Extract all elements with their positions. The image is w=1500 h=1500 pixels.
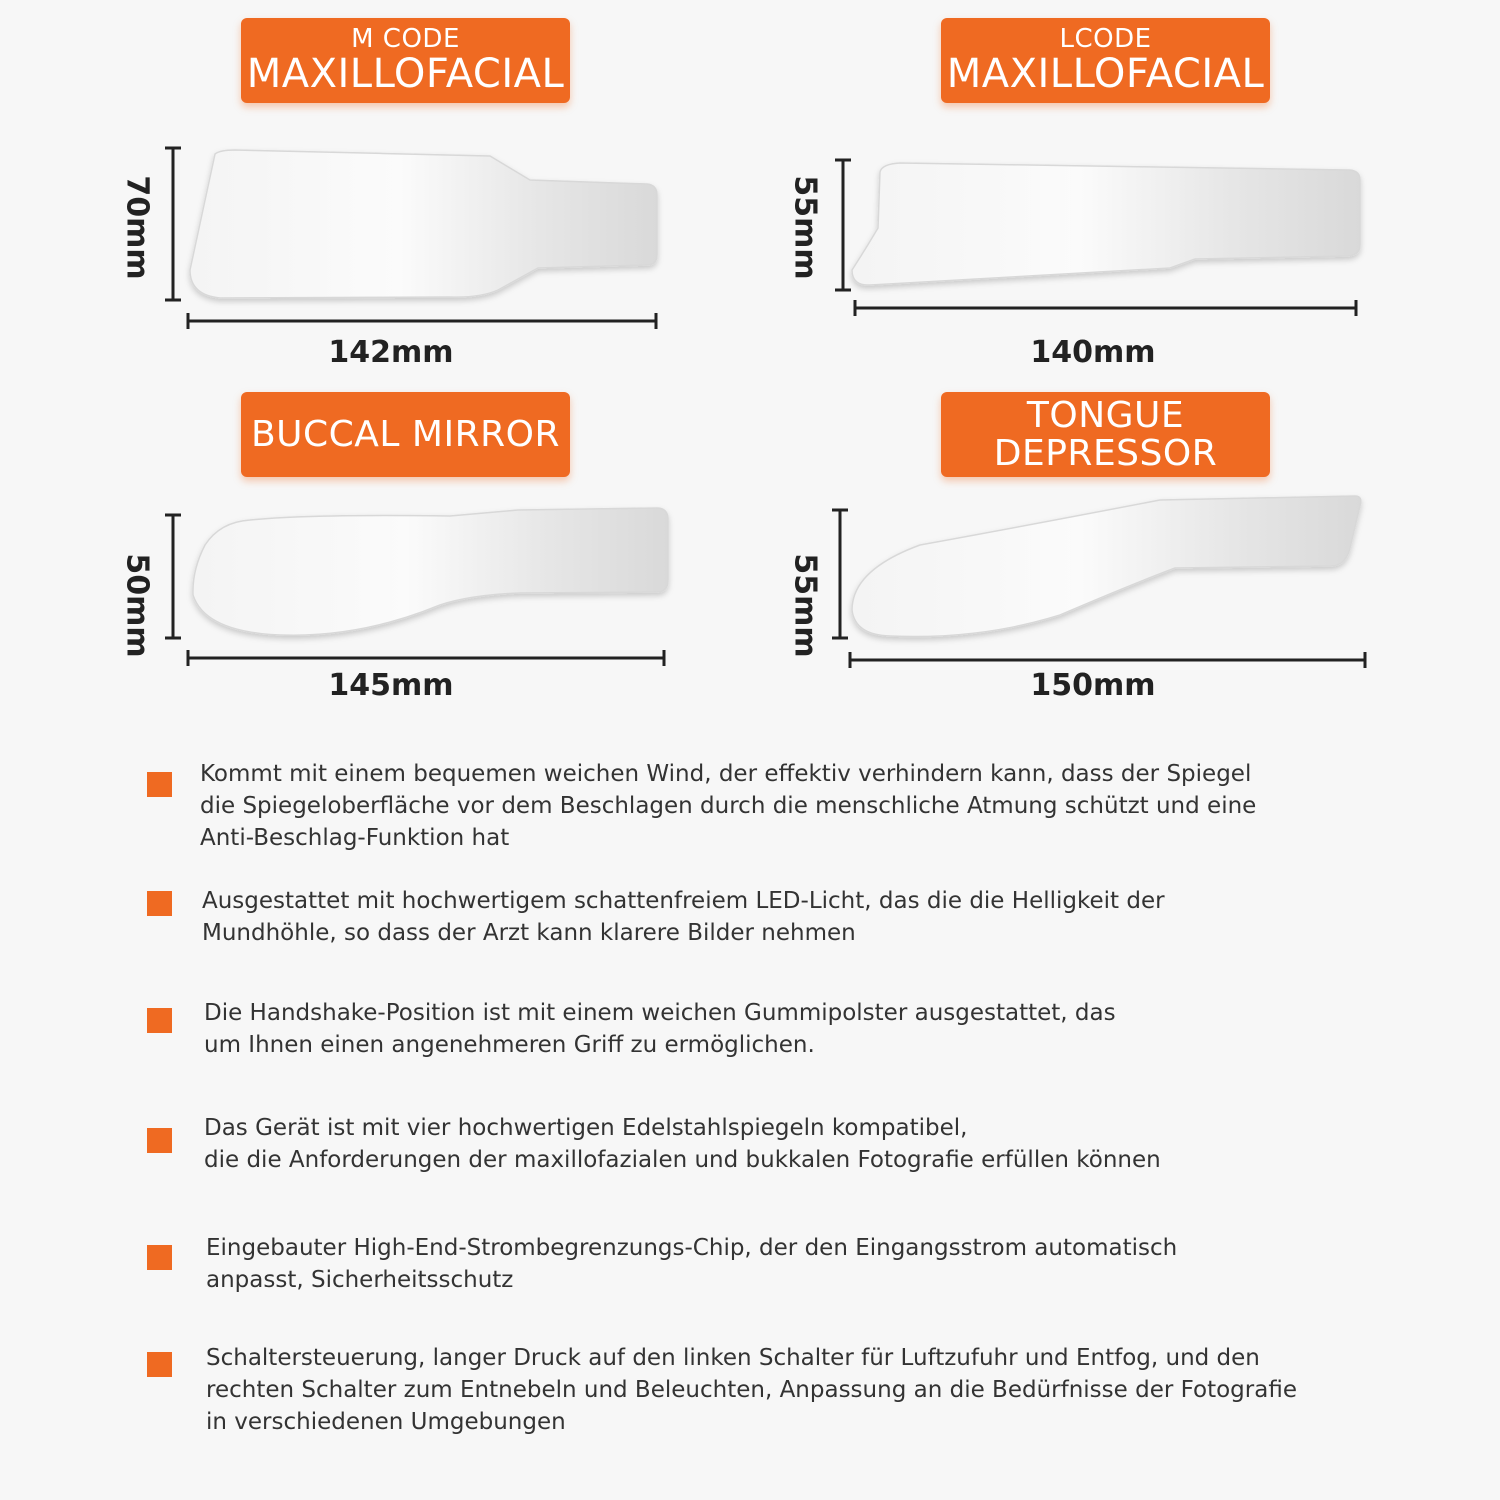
feature-item: Das Gerät ist mit vier hochwertigen Edelstahlspiegeln kompatibel, die die Anforderungen der maxillofazialen und bukkalen Fotografie erfüllen können bbox=[204, 1115, 1161, 1173]
width-label: 150mm bbox=[1030, 668, 1156, 703]
badge-code-label: LCODE bbox=[1059, 23, 1152, 54]
badge-type-label: MAXILLOFACIAL bbox=[246, 51, 565, 98]
feature-item: Ausgestattet mit hochwertigem schattenfreiem LED-Licht, das die die Helligkeit der Mundhöhle, so dass der Arzt kann klarere Bilder nehmen bbox=[202, 888, 1165, 946]
bullet-square bbox=[147, 1128, 172, 1153]
bullet-square bbox=[147, 1008, 172, 1033]
width-label: 142mm bbox=[328, 335, 454, 370]
product-badge-tongue-depressor bbox=[941, 392, 1270, 477]
mirror-tongue-depressor-image bbox=[830, 490, 1370, 680]
badge-code-label: M CODE bbox=[351, 23, 460, 54]
bullet-square bbox=[147, 1352, 172, 1377]
height-label: 55mm bbox=[787, 553, 823, 658]
product-badge-l-code bbox=[941, 18, 1270, 103]
height-label: 55mm bbox=[787, 175, 823, 280]
feature-item: Kommt mit einem bequemen weichen Wind, der effektiv verhindern kann, dass der Spiegel die Spiegeloberfläche vor dem Beschlagen durch die menschliche Atmung schützt und eine Anti-Beschlag-Funktion hat bbox=[200, 761, 1257, 851]
height-label: 50mm bbox=[119, 553, 155, 658]
width-label: 145mm bbox=[328, 668, 454, 703]
mirror-buccal-image bbox=[160, 500, 680, 675]
badge-type-label: MAXILLOFACIAL bbox=[946, 51, 1265, 98]
product-badge-buccal-mirror bbox=[241, 392, 570, 477]
feature-item: Eingebauter High-End-Strombegrenzungs-Chip, der den Eingangsstrom automatisch anpasst, Sicherheitsschutz bbox=[206, 1235, 1178, 1293]
badge-type-label-line1: TONGUE bbox=[1026, 394, 1185, 436]
height-label: 70mm bbox=[119, 175, 155, 280]
feature-item: Die Handshake-Position ist mit einem weichen Gummipolster ausgestattet, das um Ihnen einen angenehmeren Griff zu ermöglichen. bbox=[204, 1000, 1116, 1058]
bullet-square bbox=[147, 1245, 172, 1270]
badge-type-label-line2: DEPRESSOR bbox=[993, 432, 1218, 474]
feature-item: Schaltersteuerung, langer Druck auf den linken Schalter für Luftzufuhr und Entfog, und den rechten Schalter zum Entnebeln und Beleuchten, Anpassung an die Bedürfnisse der Fotografie in verschiedenen Umgebungen bbox=[206, 1345, 1297, 1435]
mirror-m-code-image bbox=[160, 140, 680, 340]
badge-type-label: BUCCAL MIRROR bbox=[250, 413, 560, 455]
mirror-l-code-image bbox=[830, 150, 1370, 330]
product-badge-m-code bbox=[241, 18, 570, 103]
width-label: 140mm bbox=[1030, 335, 1156, 370]
bullet-square bbox=[147, 891, 172, 916]
bullet-square bbox=[147, 772, 172, 797]
